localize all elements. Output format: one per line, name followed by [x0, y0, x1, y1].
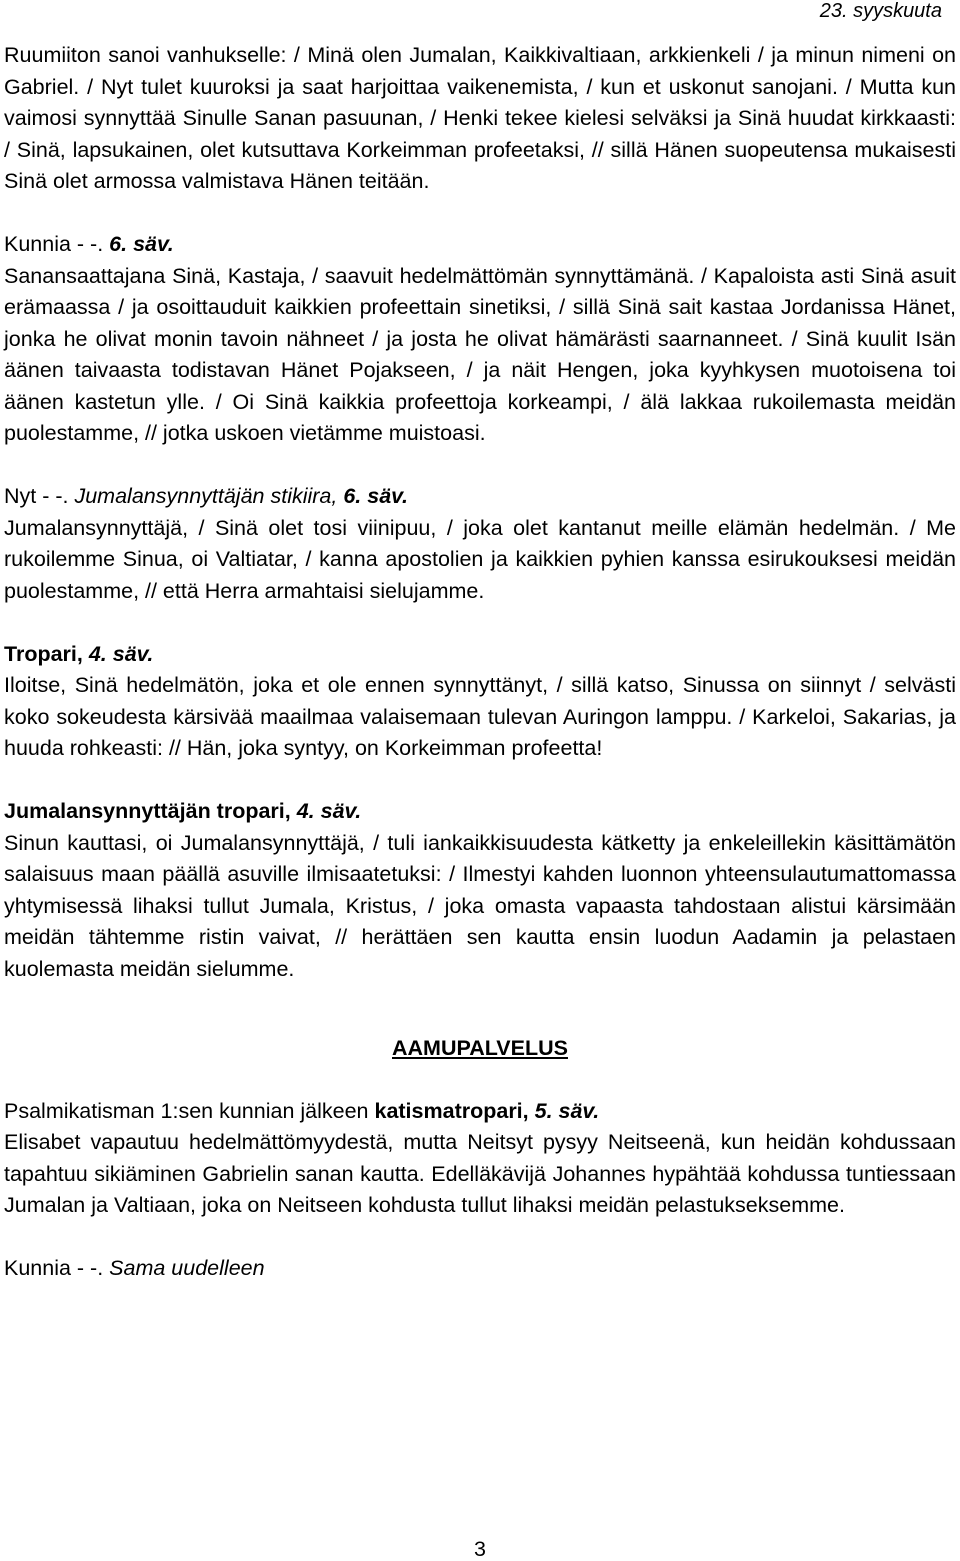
heading-nyt-label: Nyt - -.	[4, 484, 75, 508]
spacer	[4, 1222, 956, 1254]
paragraph-sanansaattajana: Sanansaattajana Sinä, Kastaja, / saavuit hedelmättömän synnyttämänä. / Kapaloista asti Sinä asuit erämaassa / ja osoittauduit kaikkien profeettain sinetiksi, / sillä Sinä sait kastaa Jordanissa Hänet, jonka he olivat monin tavoin nähneet / ja josta he olivat hämärästi saarnanneet. / Sinä kuulit Isän äänen taivaasta todistavan Hänet Pojakseen, / ja näit Hengen, joka kyyhkysen muotoisena toi äänen kastetun ylle. / Oi Sinä kaikkia profeettoja korkeampi, / älä lakkaa rukoilemasta meidän puolestamme, // jotka uskoen vietämme muistoasi.	[4, 263, 956, 445]
heading-kunnia	[4, 229, 956, 261]
heading-psalm-title: katismatropari,	[374, 1098, 529, 1123]
paragraph-elisabet: Elisabet vapautuu hedelmättömyydestä, mutta Neitsyt pysyy Neitseenä, kun heidän kohdussaan tapahtuu sikiäminen Gabrielin sanan kautta. Edelläkävijä Johannes hypähtää kohdussa tuntiessaan Jumalan ja Valtiaan, joka on Neitseen kohdusta tullut lihaksi meidän pelastukseksemme.	[4, 1130, 956, 1217]
spacer	[4, 1064, 956, 1096]
document-body	[4, 40, 956, 1285]
heading-tropari-label: Tropari,	[4, 641, 89, 666]
spacer	[4, 985, 956, 1017]
heading-tropari	[4, 639, 956, 671]
heading-psalm-tone: 5. säv.	[528, 1098, 600, 1123]
spacer	[4, 765, 956, 797]
heading-nyt	[4, 481, 956, 513]
heading-tropari-tone: 4. säv.	[88, 641, 154, 666]
heading-kunnia-label: Kunnia - -.	[4, 232, 110, 256]
heading-jst-tone: 4. säv.	[296, 799, 362, 823]
heading-jst-tropari	[4, 796, 956, 828]
heading-kunnia-tone: 6. säv.	[109, 232, 174, 256]
heading-kunnia-last-label: Kunnia - -.	[4, 1256, 110, 1280]
paragraph-gabriel: Ruumiiton sanoi vanhukselle: / Minä olen Jumalan, Kaikkivaltiaan, arkkienkeli / ja minun nimeni on Gabriel. / Nyt tulet kuuroksi ja saat harjoittaa vaikenemista, / kun et uskonut sanojani. / Mutta kun vaimosi synnyttää Sinulle Sanan pasuunan, / Henki tekee kielesi selväksi ja Sinä huudat kirkkaasti: / Sinä, lapsukainen, olet kutsuttava Korkeimman profeetaksi, // sillä Hänen suopeutensa mukaisesti Sinä olet armossa valmistava Hänen teitään.	[4, 43, 956, 193]
heading-psalm	[4, 1096, 956, 1128]
spacer	[4, 450, 956, 482]
paragraph-iloitse: Iloitse, Sinä hedelmätön, joka et ole ennen synnyttänyt, / sillä katso, Sinussa on siinnyt / selvästi koko sokeudesta kärsivää maailmaa valaisemaan tulevan Auringon lamppu. / Karkeloi, Sakarias, ja huuda rohkeasti: // Hän, joka syntyy, on Korkeimman profeetta!	[4, 673, 956, 760]
paragraph-sinun-kauttasi: Sinun kauttasi, oi Jumalansynnyttäjä, / tuli iankaikkisuudesta kätketty ja enkeleillekin käsittämätön salaisuus maan päällä asuville ilmisaatetuksi: / Ilmestyi kahden luonnon yhteensulautumattomassa yhtymisessä lihaksi tullut Jumala, Kristus, / joka omasta vapaasta tahdostaan alistui kärsimään meidän tähtemme ristin vaivat, // herättäen sen kautta ensin luodun Aadamin ja pelastaen kuolemasta meidän sielumme.	[4, 830, 956, 981]
paragraph-jumalansynnyttaja: Jumalansynnyttäjä, / Sinä olet tosi viinipuu, / joka olet kantanut meille elämän hedelmän. / Me rukoilemme Sinua, oi Valtiatar, / kanna apostolien ja kaikkien pyhien kanssa esirukouksesi meidän puolestamme, // että Herra armahtaisi sielujamme.	[4, 515, 956, 603]
spacer	[4, 198, 956, 230]
heading-nyt-title: Jumalansynnyttäjän stikiira,	[74, 484, 338, 508]
running-header: 23. syyskuuta	[819, 0, 942, 22]
section-title: AAMUPALVELUS	[392, 1035, 568, 1060]
heading-kunnia-last	[4, 1253, 956, 1285]
spacer	[4, 1017, 956, 1033]
spacer	[4, 607, 956, 639]
page-number: 3	[474, 1537, 486, 1561]
heading-psalm-label: Psalmikatisman 1:sen kunnian jälkeen	[4, 1098, 375, 1123]
heading-jst-label: Jumalansynnyttäjän tropari,	[4, 799, 297, 823]
heading-nyt-tone: 6. säv.	[337, 484, 408, 508]
heading-kunnia-last-italic: Sama uudelleen	[109, 1256, 265, 1280]
